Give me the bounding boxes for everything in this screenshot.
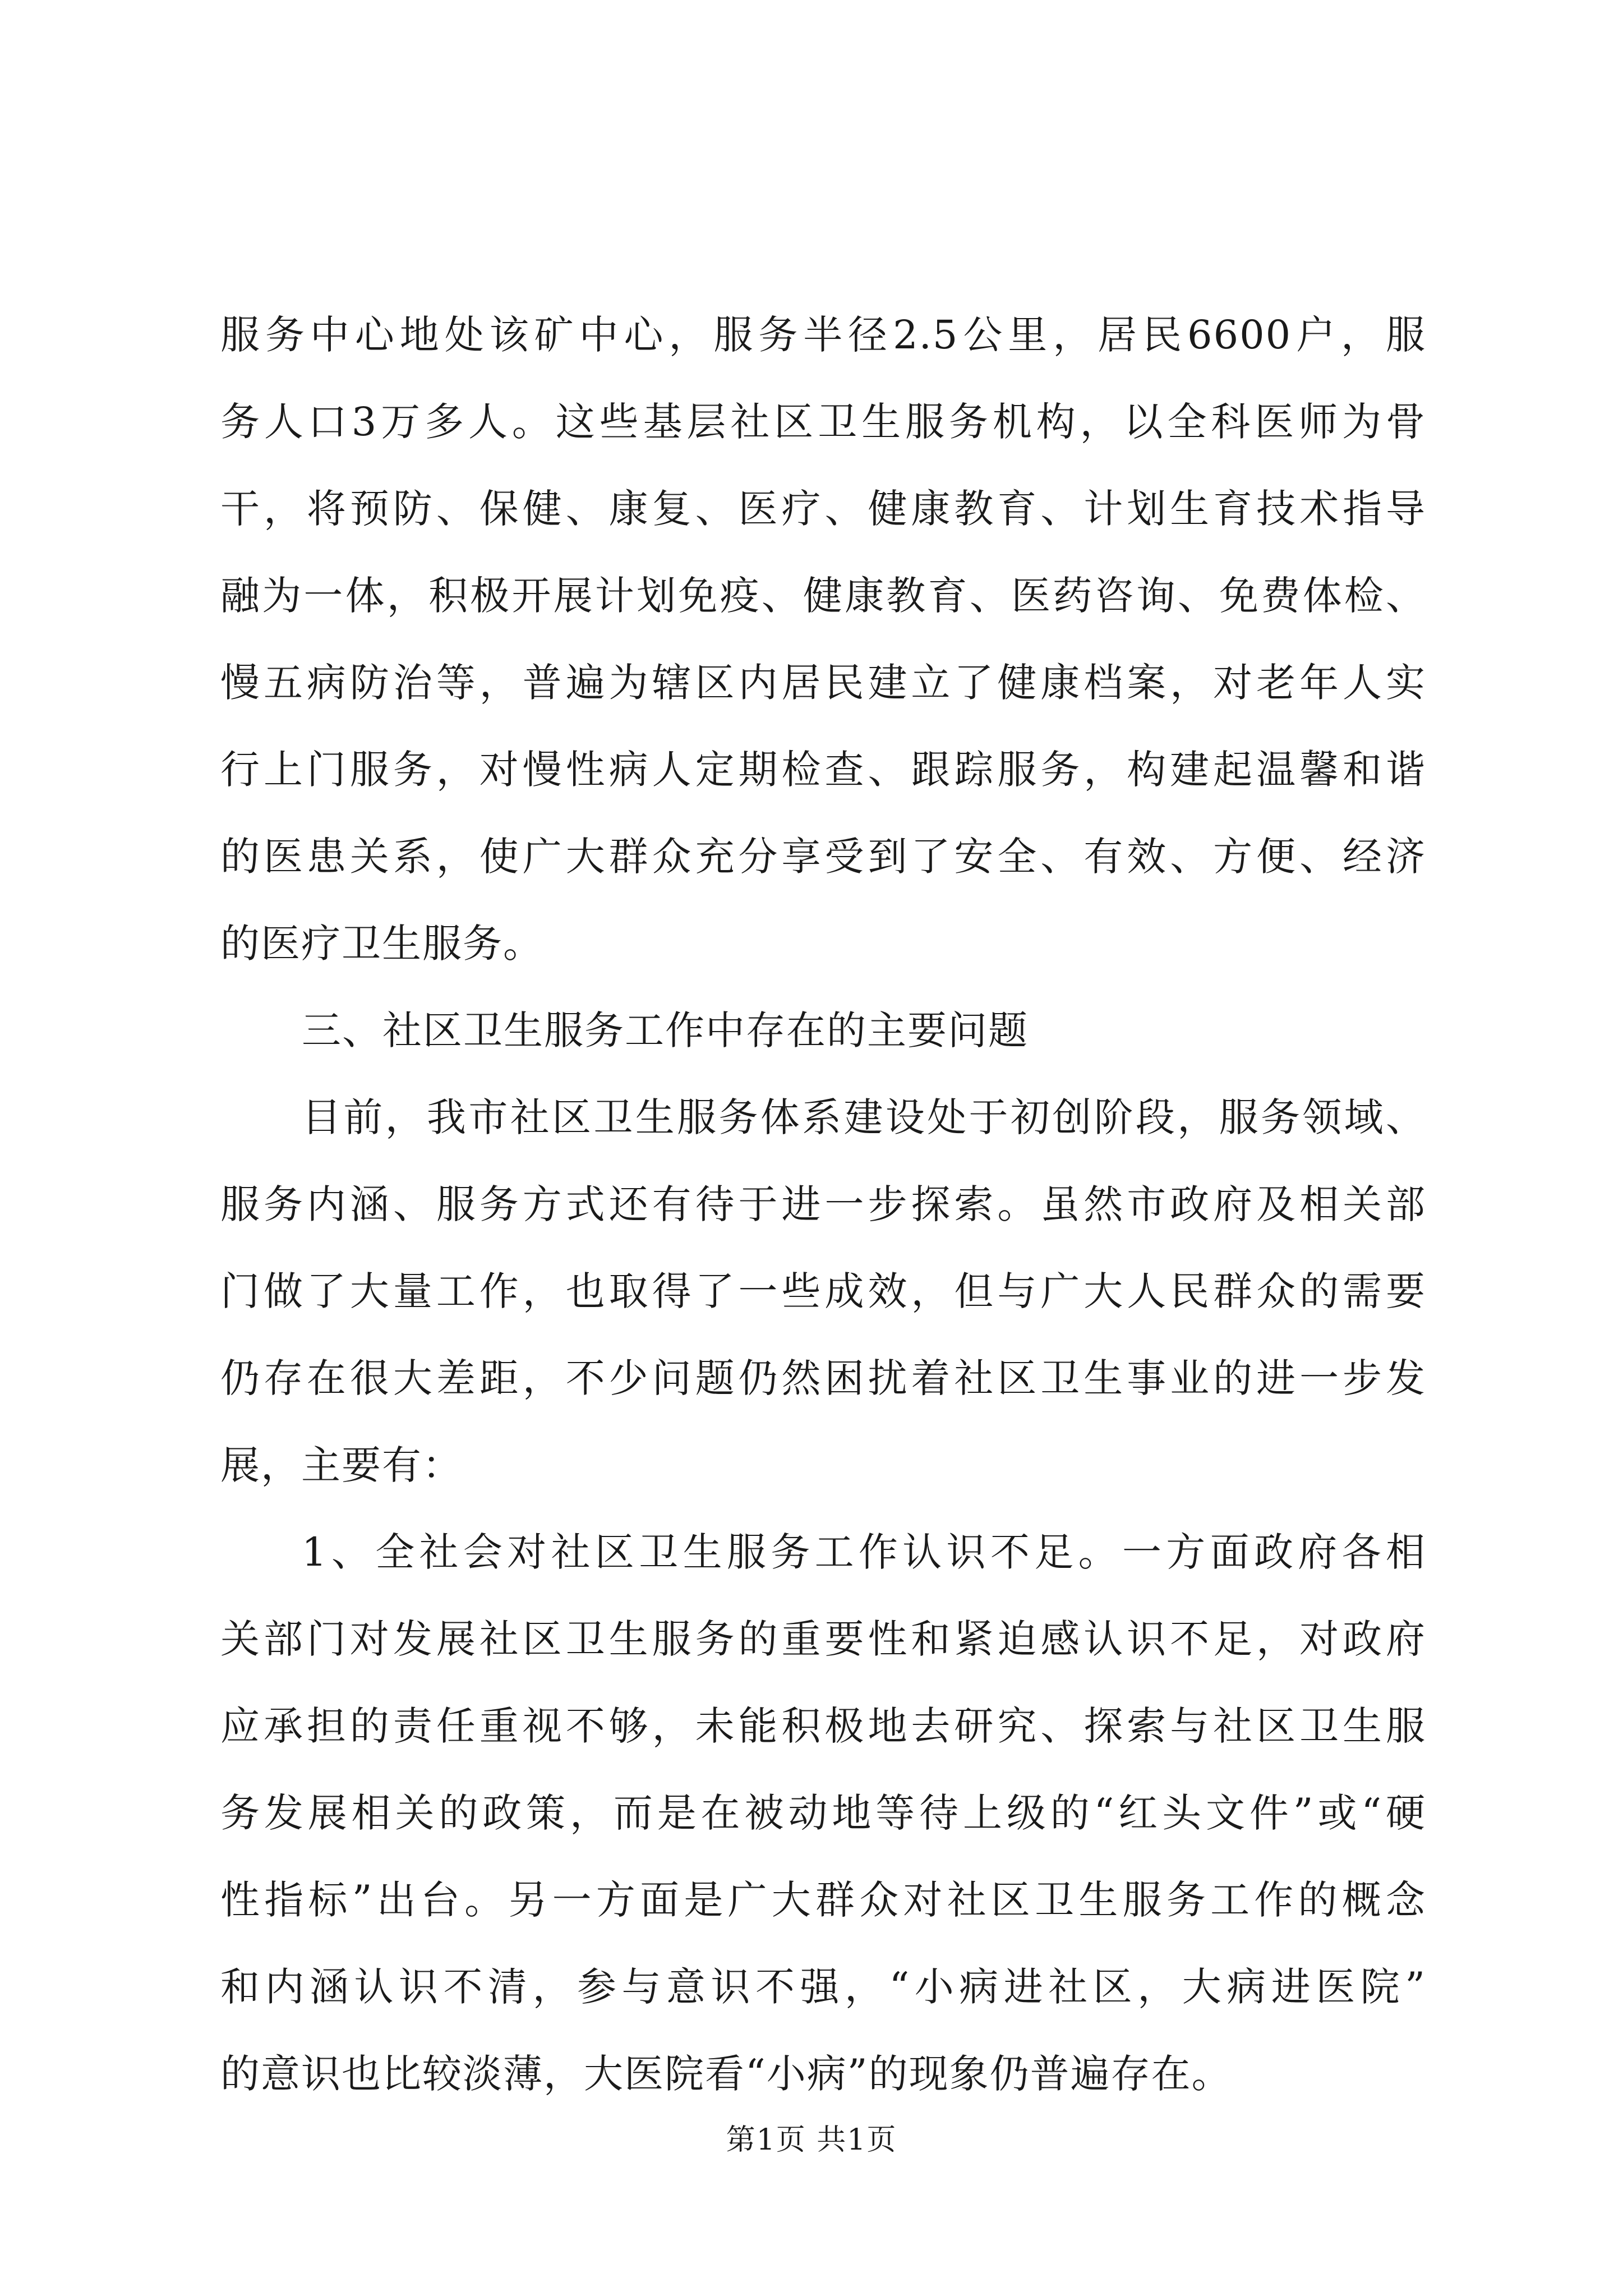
paragraph-line: 关部门对发展社区卫生服务的重要性和紧迫感认识不足，对政府 [220, 1616, 1426, 1662]
paragraph-line: 和内涵认识不清，参与意识不强，“小病进社区，大病进医院” [220, 1964, 1426, 2010]
paragraph-line: 1、全社会对社区卫生服务工作认识不足。一方面政府各相 [302, 1529, 1426, 1575]
paragraph-line: 性指标”出台。另一方面是广大群众对社区卫生服务工作的概念 [220, 1877, 1426, 1923]
paragraph-line: 融为一体，积极开展计划免疫、健康教育、医药咨询、免费体检、 [220, 573, 1426, 619]
paragraph-line: 目前，我市社区卫生服务体系建设处于初创阶段，服务领域、 [302, 1094, 1426, 1140]
paragraph-line: 的医患关系，使广大群众充分享受到了安全、有效、方便、经济 [220, 834, 1426, 880]
paragraph-line: 仍存在很大差距，不少问题仍然困扰着社区卫生事业的进一步发 [220, 1355, 1426, 1401]
paragraph-line: 的意识也比较淡薄，大医院看“小病”的现象仍普遍存在。 [220, 2051, 1232, 2097]
paragraph-line: 务人口3万多人。这些基层社区卫生服务机构，以全科医师为骨 [220, 399, 1426, 445]
paragraph-line: 行上门服务，对慢性病人定期检查、跟踪服务，构建起温馨和谐 [220, 747, 1426, 793]
page-footer: 第1页 共1页 [726, 2123, 897, 2157]
paragraph-line: 的医疗卫生服务。 [220, 921, 543, 967]
paragraph-line: 门做了大量工作，也取得了一些成效，但与广大人民群众的需要 [220, 1268, 1426, 1314]
paragraph-line: 展，主要有： [220, 1442, 463, 1488]
paragraph-line: 务发展相关的政策，而是在被动地等待上级的“红头文件”或“硬 [220, 1790, 1426, 1836]
document-body [220, 292, 1426, 2118]
paragraph-line: 服务中心地处该矿中心，服务半径2.5公里，居民6600户，服 [220, 312, 1426, 358]
paragraph-line: 应承担的责任重视不够，未能积极地去研究、探索与社区卫生服 [220, 1703, 1426, 1749]
paragraph-line: 慢五病防治等，普遍为辖区内居民建立了健康档案，对老年人实 [220, 660, 1426, 706]
paragraph-line: 服务内涵、服务方式还有待于进一步探索。虽然市政府及相关部 [220, 1181, 1426, 1227]
section-heading: 三、社区卫生服务工作中存在的主要问题 [302, 1007, 1029, 1053]
paragraph-line: 干，将预防、保健、康复、医疗、健康教育、计划生育技术指导 [220, 486, 1426, 532]
